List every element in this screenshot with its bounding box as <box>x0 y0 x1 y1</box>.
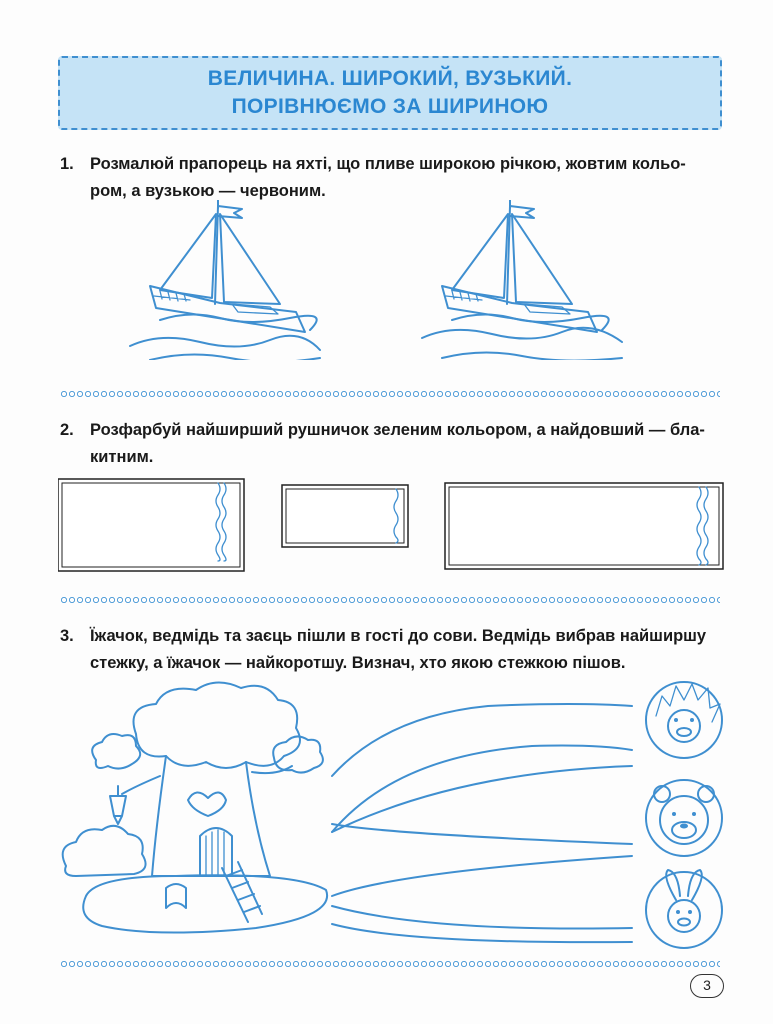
task-number: 2. <box>60 421 74 439</box>
task-text-line2: китним. <box>90 448 154 466</box>
towel-illustrations <box>58 475 728 575</box>
task-number: 3. <box>60 627 74 645</box>
task-text-line1: Розмалюй прапорець на яхті, що пливе широкою річкою, жовтим кольо- <box>90 155 686 173</box>
page-title-line1: ВЕЛИЧИНА. ШИРОКИЙ, ВУЗЬКИЙ. <box>207 67 573 90</box>
yacht-wide-river <box>422 200 622 360</box>
section-divider <box>60 960 720 968</box>
towel-3 <box>445 483 723 569</box>
bear-avatar <box>646 780 722 856</box>
towel-1 <box>58 479 244 571</box>
forest-paths <box>332 704 632 942</box>
task-2 <box>60 417 730 471</box>
task-text-line1: Розфарбуй найширший рушничок зеленим кольором, а найдовший — бла- <box>90 421 705 439</box>
task-1 <box>60 151 730 205</box>
yacht-narrow-river <box>130 200 320 360</box>
task-number: 1. <box>60 155 74 173</box>
task-text-line2: ром, а вузькою — червоним. <box>90 182 326 200</box>
hedgehog-avatar <box>646 682 722 758</box>
yacht-illustrations <box>120 200 660 360</box>
section-divider <box>60 596 720 604</box>
section-divider <box>60 390 720 398</box>
page-number: 3 <box>690 974 724 998</box>
title-banner <box>58 56 722 130</box>
towel-2 <box>282 485 408 547</box>
task-3 <box>60 623 730 677</box>
page-title-line2: ПОРІВНЮЄМО ЗА ШИРИНОЮ <box>231 95 549 118</box>
hare-avatar <box>646 870 722 948</box>
task-text-line1: Їжачок, ведмідь та заєць пішли в гості до сови. Ведмідь вибрав найширшу <box>90 627 707 645</box>
forest-scene <box>56 676 736 956</box>
owl-tree-house <box>63 682 327 932</box>
task-text-line2: стежку, а їжачок — найкоротшу. Визнач, хто якою стежкою пішов. <box>90 654 626 672</box>
